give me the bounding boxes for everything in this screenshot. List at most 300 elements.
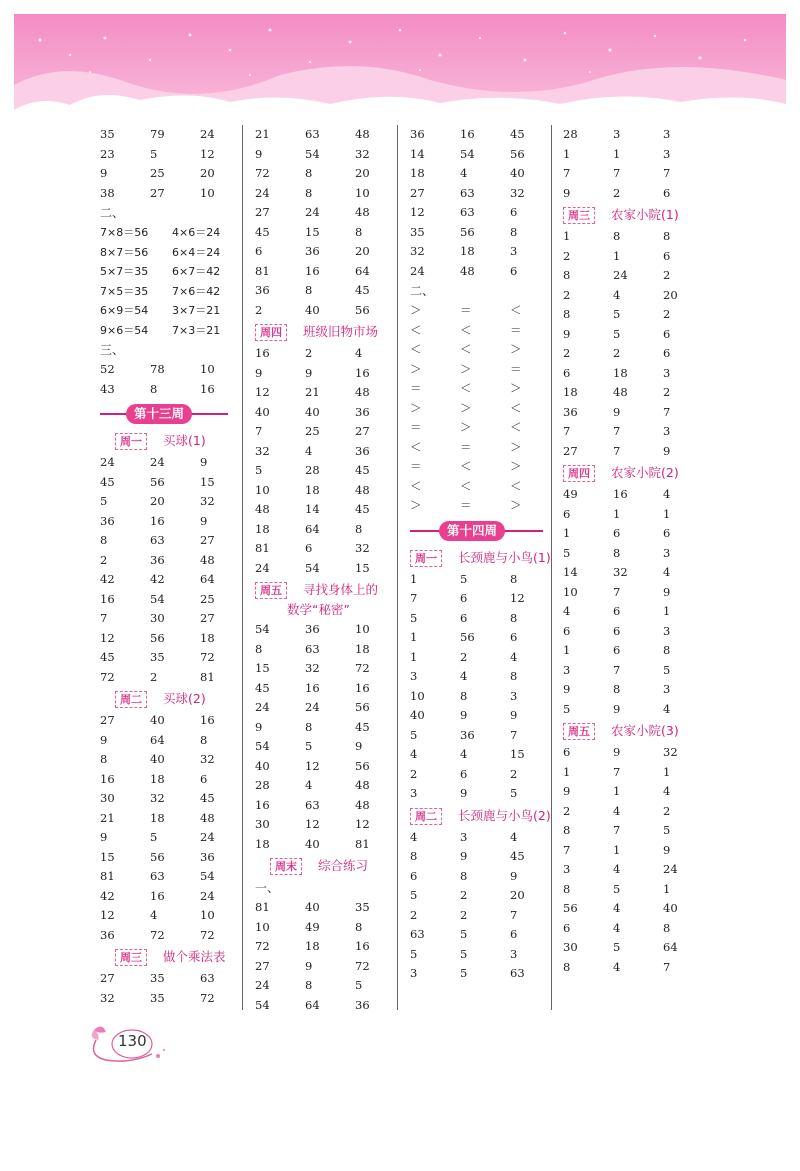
answer-value: 1 (563, 146, 571, 161)
answer-row (563, 422, 713, 442)
answer-row (563, 841, 713, 861)
answer-value: 56 (355, 758, 370, 773)
answer-row (563, 583, 713, 603)
answer-value: 6 (663, 326, 671, 341)
answer-row (410, 164, 555, 184)
answer-value: 43 (100, 381, 115, 396)
answer-value: 4 (510, 649, 518, 664)
answer-row (410, 945, 555, 965)
answer-value: 2 (305, 346, 313, 360)
answer-value: 8 (510, 224, 518, 239)
section-heading (255, 320, 400, 344)
answer-value: 3×7＝21 (172, 304, 221, 317)
answer-value: 2 (460, 649, 468, 664)
answer-row (100, 711, 240, 731)
answer-value: 18 (150, 810, 165, 825)
answer-row (255, 383, 400, 403)
answer-value: 24 (613, 268, 628, 282)
answer-value: ＜ (510, 420, 522, 434)
answer-value: ＜ (510, 303, 522, 317)
answer-value: 16 (305, 263, 320, 278)
answer-row (563, 958, 713, 978)
answer-row (563, 125, 713, 145)
section-heading (563, 461, 713, 485)
answer-column-1 (100, 125, 240, 1008)
day-badge: 周五 (563, 723, 595, 740)
answer-row (255, 344, 400, 364)
answer-row (563, 325, 713, 345)
answer-value: 24 (100, 455, 115, 469)
answer-value: 48 (460, 263, 475, 278)
answer-column-3 (410, 125, 555, 984)
answer-value: 6 (305, 541, 313, 555)
answer-row (100, 668, 240, 688)
answer-value: 30 (255, 817, 270, 831)
answer-value: 2 (100, 552, 108, 567)
answer-value: 8 (563, 268, 571, 282)
answer-value: 8 (563, 959, 571, 974)
answer-row (410, 262, 555, 282)
answer-value: 27 (200, 611, 215, 625)
answer-value: 54 (255, 997, 270, 1012)
answer-value: 72 (200, 650, 215, 664)
answer-value: 9 (563, 784, 571, 798)
answer-value: 56 (355, 302, 370, 317)
answer-value: 3 (563, 662, 571, 677)
answer-value: ＜ (410, 342, 422, 356)
answer-value: 1 (613, 784, 621, 798)
answer-row (100, 590, 240, 610)
answer-value: 3 (663, 545, 671, 560)
answer-value: 45 (355, 463, 370, 477)
answer-value: 45 (255, 680, 270, 695)
answer-value: 12 (355, 817, 370, 831)
answer-value: 45 (355, 719, 370, 734)
answer-row (563, 743, 713, 763)
answer-row (410, 687, 555, 707)
answer-value: 16 (255, 797, 270, 812)
answer-value: 4 (410, 829, 418, 844)
answer-value: 16 (200, 381, 215, 396)
answer-value: 5 (563, 545, 571, 560)
answer-value: 54 (460, 146, 475, 161)
answer-value: 6 (663, 346, 671, 360)
answer-row (255, 957, 400, 977)
answer-value: 6 (563, 506, 571, 521)
answer-value: 21 (305, 385, 320, 399)
answer-value: 7×6＝42 (172, 284, 221, 298)
answer-row (410, 570, 555, 590)
week-label: 第十三周 (126, 404, 192, 424)
answer-value: ＞ (460, 400, 472, 415)
answer-value: 27 (150, 185, 165, 200)
answer-value: 24 (410, 263, 425, 278)
answer-value: 15 (510, 747, 525, 761)
answer-row (100, 145, 240, 165)
answer-value: 5 (255, 463, 263, 477)
section-heading (410, 546, 555, 570)
answer-row (255, 679, 400, 699)
answer-value: 48 (355, 385, 370, 399)
answer-value: 32 (255, 443, 270, 458)
answer-value: 32 (663, 745, 678, 759)
answer-value: 5×7＝35 (100, 265, 149, 278)
answer-value: 6 (510, 205, 518, 219)
answer-value: 7×3＝21 (172, 323, 221, 337)
answer-value: 4 (563, 604, 571, 618)
answer-value: 8 (410, 849, 418, 863)
answer-value: 35 (355, 900, 370, 914)
answer-row (255, 659, 400, 679)
answer-value: 2 (563, 346, 571, 360)
answer-row (100, 906, 240, 926)
answer-value: 15 (255, 661, 270, 675)
answer-row (410, 706, 555, 726)
answer-value: 4 (613, 287, 621, 302)
answer-row (255, 500, 400, 520)
answer-value: 32 (510, 185, 525, 200)
answer-value: 9 (460, 849, 468, 863)
answer-value: 6 (663, 248, 671, 263)
answer-value: ＜ (510, 400, 522, 415)
answer-value: 7 (613, 662, 621, 677)
answer-row (410, 628, 555, 648)
part-label: 一、 (255, 881, 280, 895)
answer-row (100, 570, 240, 590)
answer-row (410, 340, 555, 360)
answer-row (100, 770, 240, 790)
answer-value: 24 (150, 455, 165, 469)
answer-value: 16 (613, 487, 628, 501)
answer-row (563, 602, 713, 622)
answer-row (255, 620, 400, 640)
answer-row (410, 145, 555, 165)
answer-value: 6 (613, 623, 621, 638)
answer-value: 2 (255, 302, 263, 317)
answer-value: 5 (305, 739, 313, 753)
answer-value: 81 (255, 541, 270, 555)
answer-value: 9 (255, 719, 263, 734)
answer-row (410, 321, 555, 341)
answer-value: 7 (563, 166, 571, 180)
answer-value: 7 (613, 823, 621, 837)
answer-value: 12 (255, 385, 270, 399)
answer-value: 32 (100, 990, 115, 1005)
answer-value: 12 (510, 591, 525, 605)
answer-value: 2 (410, 907, 418, 922)
day-badge: 周一 (410, 550, 442, 567)
answer-value: 9 (200, 513, 208, 528)
answer-row (100, 184, 240, 204)
day-badge: 周三 (115, 949, 147, 966)
answer-row (100, 926, 240, 946)
answer-row (100, 828, 240, 848)
answer-row (410, 765, 555, 785)
answer-row (100, 867, 240, 887)
answer-value: 24 (255, 700, 270, 714)
day-badge: 周二 (115, 691, 147, 708)
answer-value: 7 (563, 842, 571, 857)
answer-value: 16 (305, 680, 320, 695)
answer-value: 36 (150, 552, 165, 567)
answer-row (255, 481, 400, 501)
answer-value: 56 (510, 146, 525, 161)
answer-value: 8 (460, 868, 468, 883)
answer-row (100, 380, 240, 400)
answer-value: 12 (100, 630, 115, 645)
answer-row (410, 648, 555, 668)
answer-row (100, 989, 240, 1009)
part-label: 二、 (410, 284, 435, 298)
answer-value: 18 (410, 166, 425, 180)
answer-row (563, 880, 713, 900)
answer-value: 54 (255, 739, 270, 753)
answer-value: 2 (460, 907, 468, 922)
answer-value: 7 (255, 424, 263, 438)
answer-value: 40 (150, 713, 165, 727)
answer-value: 7 (563, 424, 571, 438)
answer-row (255, 145, 400, 165)
answer-value: 4 (663, 565, 671, 579)
answer-row (563, 145, 713, 165)
answer-value: 27 (100, 971, 115, 985)
section-title: 综合练习 (318, 858, 369, 873)
answer-row (563, 286, 713, 306)
answer-value: 5 (563, 701, 571, 716)
section-title: 农家小院(1) (611, 207, 679, 222)
answer-value: 4 (510, 829, 518, 844)
answer-value: 35 (150, 650, 165, 664)
day-badge: 周四 (563, 465, 595, 482)
section-heading (100, 945, 240, 969)
answer-value: 32 (355, 541, 370, 555)
answer-value: 6×9＝54 (100, 304, 149, 317)
answer-value: 2 (150, 669, 158, 684)
answer-row (563, 383, 713, 403)
answer-value: 6 (563, 920, 571, 935)
answer-value: 35 (410, 224, 425, 239)
answer-value: 7 (613, 424, 621, 438)
answer-row (100, 648, 240, 668)
section-heading (255, 854, 400, 878)
answer-value: 6×4＝24 (172, 245, 221, 259)
answer-value: 72 (255, 166, 270, 180)
answer-value: 8 (563, 881, 571, 896)
answer-value: 54 (305, 146, 320, 161)
answer-value: 54 (305, 560, 320, 575)
answer-row (255, 640, 400, 660)
equation-row (100, 301, 240, 321)
answer-value: 18 (460, 244, 475, 258)
answer-value: 45 (510, 127, 525, 141)
answer-row (410, 667, 555, 687)
answer-value: 64 (305, 997, 320, 1012)
answer-value: 6 (613, 643, 621, 657)
answer-value: 3 (663, 365, 671, 380)
answer-value: 8 (563, 823, 571, 837)
section-title: 买球(2) (163, 691, 206, 706)
answer-value: 40 (663, 901, 678, 915)
section-heading (100, 687, 240, 711)
equation-row (100, 282, 240, 302)
answer-value: 12 (305, 817, 320, 831)
answer-value: 4 (613, 920, 621, 935)
answer-row (255, 125, 400, 145)
answer-value: 48 (255, 502, 270, 516)
answer-value: 27 (410, 185, 425, 200)
answer-value: 10 (355, 185, 370, 200)
answer-value: ＝ (460, 498, 472, 512)
answer-value: 63 (305, 797, 320, 812)
answer-value: ＝ (410, 420, 422, 434)
answer-value: 7 (510, 907, 518, 922)
answer-value: 10 (563, 584, 578, 599)
answer-value: 40 (150, 752, 165, 766)
answer-value: 6 (255, 244, 263, 258)
answer-value: 3 (663, 146, 671, 161)
answer-value: 48 (200, 810, 215, 825)
answer-value: 32 (410, 244, 425, 258)
answer-value: 36 (355, 997, 370, 1012)
answer-value: 72 (255, 939, 270, 953)
answer-value: 18 (563, 385, 578, 399)
answer-value: 8 (305, 978, 313, 992)
answer-row (255, 242, 400, 262)
answer-value: 8 (663, 920, 671, 935)
answer-value: 8 (100, 533, 108, 547)
answer-row (255, 976, 400, 996)
answer-row (100, 731, 240, 751)
answer-value: 49 (563, 487, 578, 501)
answer-row (255, 718, 400, 738)
answer-value: 20 (663, 287, 678, 302)
answer-value: 5 (460, 946, 468, 961)
answer-value: 16 (460, 127, 475, 141)
answer-value: 5 (150, 830, 158, 844)
part-label: 二、 (100, 206, 125, 220)
answer-row (563, 860, 713, 880)
answer-value: ＝ (510, 361, 522, 376)
answer-value: 81 (200, 669, 215, 684)
answer-value: 16 (100, 591, 115, 606)
answer-value: 36 (410, 127, 425, 141)
answer-value: 81 (255, 263, 270, 278)
answer-value: 1 (410, 571, 418, 586)
answer-row (255, 698, 400, 718)
answer-value: 15 (100, 849, 115, 864)
answer-row (563, 700, 713, 720)
answer-value: 1 (613, 506, 621, 521)
answer-value: ＞ (510, 439, 522, 454)
answer-value: 52 (100, 362, 115, 376)
answer-value: 54 (255, 622, 270, 636)
answer-value: 42 (150, 572, 165, 586)
answer-value: 3 (663, 127, 671, 141)
answer-row (563, 403, 713, 423)
answer-value: 54 (200, 869, 215, 883)
answer-value: 8 (305, 185, 313, 200)
answer-value: 81 (100, 869, 115, 883)
answer-value: 48 (355, 482, 370, 497)
answer-value: 14 (563, 565, 578, 579)
answer-value: 2 (460, 888, 468, 902)
answer-row (255, 757, 400, 777)
answer-row (100, 750, 240, 770)
answer-value: 3 (410, 669, 418, 683)
answer-value: 24 (200, 830, 215, 844)
answer-value: 64 (355, 263, 370, 278)
answer-value: 7 (510, 727, 518, 742)
answer-row (100, 512, 240, 532)
answer-value: 9×6＝54 (100, 323, 149, 337)
answer-row (100, 531, 240, 551)
answer-row (563, 227, 713, 247)
answer-row (100, 360, 240, 380)
answer-row (563, 763, 713, 783)
equation-row (100, 321, 240, 341)
answer-row (410, 203, 555, 223)
answer-value: 9 (613, 745, 621, 759)
answer-row (563, 938, 713, 958)
answer-value: 4 (613, 901, 621, 915)
answer-value: 18 (200, 630, 215, 645)
answer-value: 24 (255, 185, 270, 200)
answer-row (100, 629, 240, 649)
equation-row (100, 243, 240, 263)
answer-value: 6 (563, 623, 571, 638)
answer-value: 8 (305, 283, 313, 297)
answer-value: 45 (355, 283, 370, 297)
answer-row (410, 828, 555, 848)
answer-value: ＜ (460, 478, 472, 493)
answer-value: 7 (663, 959, 671, 974)
answer-value: 24 (663, 862, 678, 876)
answer-value: 9 (355, 739, 363, 753)
answer-value: 1 (563, 229, 571, 243)
answer-value: 36 (305, 244, 320, 258)
answer-row (255, 918, 400, 938)
answer-value: 25 (150, 166, 165, 180)
answer-value: 5 (410, 888, 418, 902)
answer-value: 35 (150, 971, 165, 985)
answer-row (255, 461, 400, 481)
answer-value: 12 (305, 758, 320, 773)
answer-value: ＝ (410, 459, 422, 473)
answer-value: ＞ (410, 303, 422, 317)
section-heading (563, 719, 713, 743)
answer-row (255, 203, 400, 223)
answer-value: 28 (563, 127, 578, 141)
answer-value: 40 (255, 404, 270, 419)
answer-value: 3 (663, 682, 671, 696)
answer-value: 1 (613, 248, 621, 263)
answer-value: 64 (663, 940, 678, 954)
answer-value: 12 (200, 146, 215, 161)
answer-row (563, 622, 713, 642)
section-title: 寻找身体上的 (303, 582, 379, 597)
answer-value: 8 (460, 688, 468, 703)
answer-value: 32 (150, 791, 165, 805)
answer-value: 72 (200, 990, 215, 1005)
answer-value: ＞ (510, 342, 522, 356)
answer-value: 1 (563, 526, 571, 540)
page-number: 130 (118, 1032, 147, 1050)
answer-value: 63 (200, 971, 215, 985)
answer-value: 4 (410, 747, 418, 761)
answer-value: 28 (305, 463, 320, 477)
answer-value: 9 (305, 365, 313, 380)
answer-value: 6×7＝42 (172, 265, 221, 278)
